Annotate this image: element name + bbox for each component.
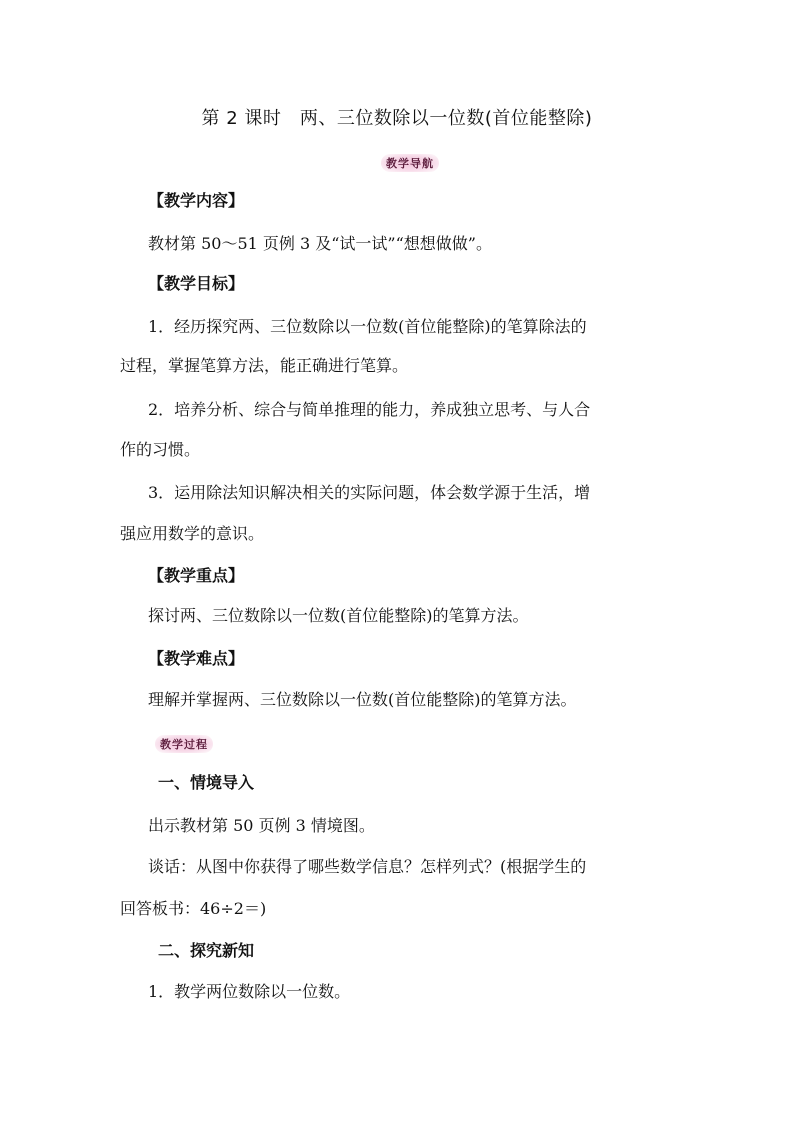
goal-2-line-1: 2．培养分析、综合与简单推理的能力，养成独立思考、与人合 bbox=[148, 400, 591, 419]
difficult-points-heading: 【教学难点】 bbox=[148, 649, 245, 668]
lesson-title: 第 2 课时 两、三位数除以一位数(首位能整除) bbox=[201, 108, 593, 129]
difficult-points-text: 理解并掌握两、三位数除以一位数(首位能整除)的笔算方法。 bbox=[148, 690, 577, 709]
explore-item-1: 1．教学两位数除以一位数。 bbox=[148, 982, 351, 1001]
intro-heading: 一、情境导入 bbox=[158, 773, 255, 792]
goal-1-line-2: 过程，掌握笔算方法，能正确进行笔算。 bbox=[120, 356, 409, 375]
goal-3-line-1: 3．运用除法知识解决相关的实际问题，体会数学源于生活，增 bbox=[148, 483, 591, 502]
explore-heading: 二、探究新知 bbox=[158, 941, 255, 960]
talk-line-1: 谈话：从图中你获得了哪些数学信息？怎样列式？(根据学生的 bbox=[148, 857, 587, 876]
goals-heading: 【教学目标】 bbox=[148, 274, 245, 293]
content-text: 教材第 50～51 页例 3 及“试一试”“想想做做”。 bbox=[148, 234, 492, 253]
goal-2-line-2: 作的习惯。 bbox=[120, 440, 201, 459]
goal-1-line-1: 1．经历探究两、三位数除以一位数(首位能整除)的笔算除法的 bbox=[148, 317, 587, 336]
key-points-heading: 【教学重点】 bbox=[148, 566, 245, 585]
goal-3-line-2: 强应用数学的意识。 bbox=[120, 524, 265, 543]
key-points-text: 探讨两、三位数除以一位数(首位能整除)的笔算方法。 bbox=[148, 606, 529, 625]
talk-line-2: 回答板书：46÷2＝) bbox=[120, 899, 267, 918]
teaching-guide-badge: 教学导航 bbox=[381, 154, 439, 172]
intro-text: 出示教材第 50 页例 3 情境图。 bbox=[148, 816, 375, 835]
teaching-process-badge: 教学过程 bbox=[155, 735, 213, 753]
content-heading: 【教学内容】 bbox=[148, 191, 245, 210]
